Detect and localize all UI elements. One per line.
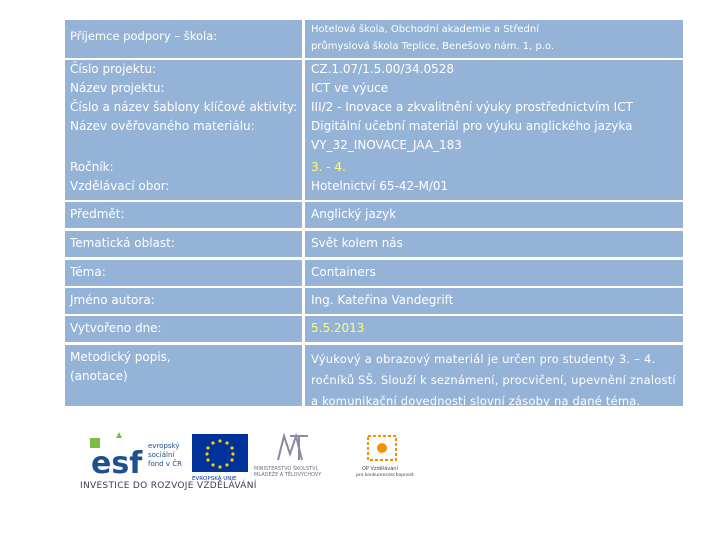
msmt-caption-2: MLÁDEŽE A TĚLOVÝCHOVY bbox=[254, 472, 322, 478]
label-project-number: Číslo projektu: bbox=[70, 62, 157, 76]
esf-logo-text: esf bbox=[91, 446, 143, 481]
row-topic bbox=[65, 260, 683, 286]
value-project-name: ICT ve výuce bbox=[311, 81, 389, 95]
esf-logo bbox=[90, 432, 182, 481]
op-vzdelavani-logo bbox=[356, 436, 414, 478]
value-cell bbox=[305, 345, 683, 406]
label-author: Jméno autora: bbox=[70, 293, 155, 307]
eu-flag-icon bbox=[192, 434, 248, 482]
value-cell bbox=[305, 202, 683, 228]
value-created: 5.5.2013 bbox=[311, 321, 365, 335]
label-subject: Předmět: bbox=[70, 207, 125, 221]
value-school-line-1: Hotelová škola, Obchodní akademie a Střední bbox=[311, 24, 539, 35]
label-created: Vytvořeno dne: bbox=[70, 321, 162, 335]
op-caption-1: OP Vzdělávání bbox=[362, 466, 398, 472]
investment-slogan: INVESTICE DO ROZVOJE VZDĚLÁVÁNÍ bbox=[80, 481, 257, 491]
value-cell bbox=[305, 316, 683, 342]
label-template: Číslo a název šablony klíčové aktivity: bbox=[70, 100, 298, 114]
value-grade: 3. - 4. bbox=[311, 160, 346, 174]
value-author: Ing. Kateřina Vandegrift bbox=[311, 293, 454, 307]
label-method: Metodický popis, bbox=[70, 350, 171, 364]
label-topic: Téma: bbox=[70, 265, 106, 279]
value-school-line-2: průmyslová škola Teplice, Benešovo nám. 1, p.o. bbox=[311, 41, 555, 52]
value-thematic-area: Svět kolem nás bbox=[311, 236, 403, 250]
msmt-caption-1: MINISTERSTVO ŠKOLSTVÍ, bbox=[254, 466, 319, 472]
value-material-code: VY_32_INOVACE_JAA_183 bbox=[311, 138, 462, 152]
msmt-logo bbox=[254, 436, 322, 478]
label-field: Vzdělávací obor: bbox=[70, 179, 170, 193]
row-thematic-area bbox=[65, 231, 683, 257]
label-cell bbox=[65, 345, 302, 406]
row-created bbox=[65, 316, 683, 342]
label-cell bbox=[65, 20, 302, 58]
value-cell bbox=[305, 288, 683, 314]
value-annotation: Výukový a obrazový materiál je určen pro studenty 3. – 4. ročníků SŠ. Slouží k seznámení, procvičení, upevnění znalostí a komunikační dovednosti slovní zásoby na dané téma. bbox=[311, 352, 676, 408]
value-template: III/2 - Inovace a zkvalitnění výuky prostřednictvím ICT bbox=[311, 100, 633, 114]
value-material-name: Digitální učební materiál pro výuku anglického jazyka bbox=[311, 119, 633, 133]
value-cell bbox=[305, 231, 683, 257]
value-field: Hotelnictví 65-42-M/01 bbox=[311, 179, 449, 193]
value-topic: Containers bbox=[311, 265, 376, 279]
op-caption-2: pro konkurenceschopnost bbox=[356, 473, 414, 478]
eu-caption: EVROPSKÁ UNIE bbox=[192, 476, 237, 482]
label-material-name: Název ověřovaného materiálu: bbox=[70, 119, 255, 133]
label-cell bbox=[65, 316, 302, 342]
label-cell bbox=[65, 202, 302, 228]
label-project-name: Název projektu: bbox=[70, 81, 165, 95]
esf-caption-3: fond v ČR bbox=[148, 460, 182, 468]
esf-caption-2: sociální bbox=[148, 451, 175, 459]
label-recipient: Příjemce podpory – škola: bbox=[70, 29, 218, 43]
esf-caption-1: evropský bbox=[148, 442, 180, 450]
row-project bbox=[65, 60, 683, 156]
label-cell bbox=[65, 260, 302, 286]
row-grade bbox=[65, 156, 683, 200]
row-author bbox=[65, 288, 683, 314]
label-cell bbox=[65, 231, 302, 257]
row-recipient bbox=[65, 20, 683, 58]
row-annotation bbox=[65, 345, 683, 406]
value-subject: Anglický jazyk bbox=[311, 207, 397, 221]
value-cell bbox=[305, 60, 683, 156]
label-cell bbox=[65, 156, 302, 200]
value-cell bbox=[305, 260, 683, 286]
label-cell bbox=[65, 60, 302, 156]
value-cell bbox=[305, 20, 683, 58]
label-grade: Ročník: bbox=[70, 160, 114, 174]
row-subject bbox=[65, 202, 683, 228]
value-cell bbox=[305, 156, 683, 200]
label-annotation: (anotace) bbox=[70, 369, 128, 383]
label-cell bbox=[65, 288, 302, 314]
label-thematic-area: Tematická oblast: bbox=[70, 236, 175, 250]
value-project-number: CZ.1.07/1.5.00/34.0528 bbox=[311, 62, 455, 76]
